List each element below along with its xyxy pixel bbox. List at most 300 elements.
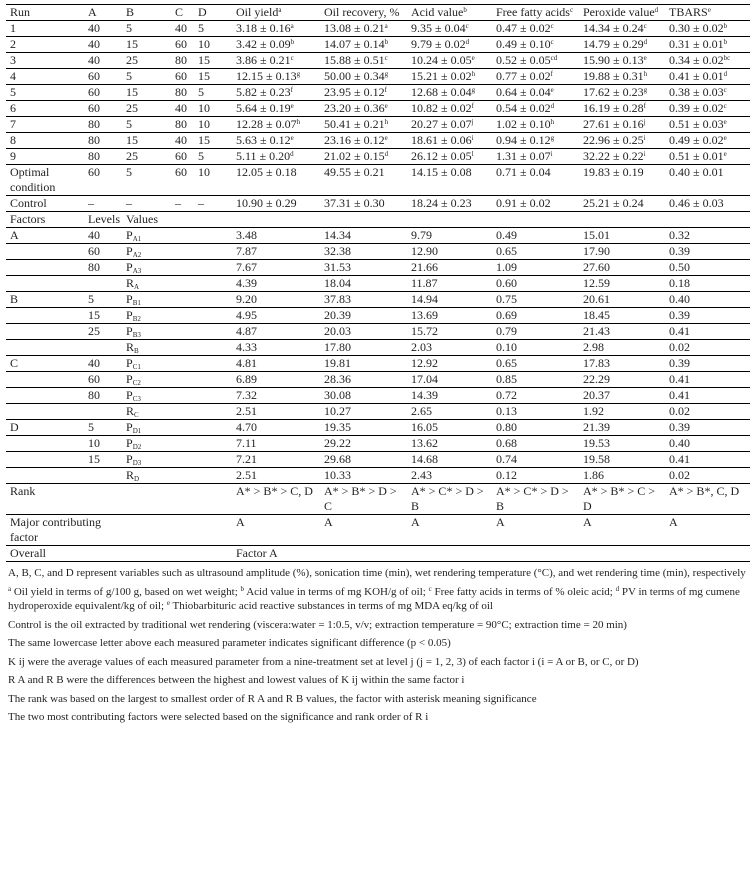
factor-row [6, 404, 750, 420]
empty-cell [122, 546, 171, 562]
factor-a-cell: 40 [84, 37, 122, 53]
footnote-rank: The rank was based on the largest to smallest order of R A and R B values, the factor with asterisk meaning significance [8, 692, 537, 705]
table-body [6, 5, 750, 562]
empty-cell [6, 340, 84, 356]
factor-oy-cell: 4.87 [232, 324, 320, 340]
optimal-or-cell: 49.55 ± 0.21 [320, 165, 407, 196]
factor-pv-cell: 17.83 [579, 356, 665, 372]
factor-a-cell: 60 [84, 85, 122, 101]
table-row [6, 21, 750, 37]
factor-oy-cell: 4.39 [232, 276, 320, 292]
rank-tb-cell: A* > B*, C, D [665, 484, 750, 515]
factor-oy-cell: 4.70 [232, 420, 320, 436]
factor-ffa-cell: 0.80 [492, 420, 579, 436]
major-factor-row [6, 515, 750, 546]
empty-cell [171, 260, 194, 276]
level-cell: 15 [84, 308, 122, 324]
factor-a-cell: 80 [84, 117, 122, 133]
factor-pv-cell: 19.58 [579, 452, 665, 468]
factor-oy-cell: 7.11 [232, 436, 320, 452]
col-tbars: TBARS$^e$ [665, 5, 750, 21]
control-b-cell: – [122, 196, 171, 212]
major-oy-cell: A [232, 515, 320, 546]
empty-cell [194, 356, 232, 372]
peroxide-cell: $27.61 \pm 0.16^j$ [579, 117, 665, 133]
ffa-cell: 0.47 ± 0.02$^c$ [496, 21, 554, 35]
ffa-cell: $1.31 \pm 0.07^i$ [492, 149, 579, 165]
factor-row [6, 468, 750, 484]
empty-cell [665, 212, 750, 228]
ffa-cell: 0.52 ± 0.05$^{cd}$ [492, 53, 579, 69]
factor-av-cell: 9.79 [407, 228, 492, 244]
value-symbol: $P_{D3}$ [122, 452, 171, 468]
empty-cell [194, 292, 232, 308]
factor-av-cell: 13.69 [407, 308, 492, 324]
major-ffa-cell: A [492, 515, 579, 546]
footnote-kij: K ij were the average values of each measured parameter from a nine-treatment set at level j (j = 1, 2, 3) of each factor i (i = A or B, or C, or D) [8, 655, 639, 668]
footnote-units: $^a$ Oil yield in terms of g/100 g, based on wet weight; $^b$ Acid value in terms of mg KOH/g of oil; $^c$ Free fatty acids in terms of % oleic acid; $^d$ PV in terms of mg cumene hydroperoxide equivalent/kg of oil; $^e$ Thiobarbituric acid reactive substances in terms of mg MDA eq/kg of oil [8, 584, 740, 612]
factor-ffa-cell: 1.09 [492, 260, 579, 276]
empty-cell [171, 356, 194, 372]
factor-pv-cell: 17.90 [579, 244, 665, 260]
empty-cell [171, 546, 194, 562]
factor-a-cell: 40 [84, 53, 122, 69]
run-cell: 3 [6, 53, 84, 69]
factor-or-cell: 20.03 [320, 324, 407, 340]
values-label: Values [122, 212, 171, 228]
factor-row [6, 308, 750, 324]
oil-yield-cell: 3.42 ± 0.09$^b$ [232, 37, 320, 53]
factor-b-cell: 5 [122, 117, 171, 133]
factor-oy-cell: 4.81 [232, 356, 320, 372]
factor-ffa-cell: 0.69 [492, 308, 579, 324]
factor-row [6, 324, 750, 340]
factor-c-cell: 40 [171, 133, 194, 149]
control-pv-cell: 25.21 ± 0.24 [579, 196, 665, 212]
level-cell: 80 [84, 260, 122, 276]
empty-cell [6, 324, 84, 340]
empty-cell [6, 452, 84, 468]
empty-cell [171, 388, 194, 404]
run-cell: 9 [6, 149, 84, 165]
empty-cell [194, 324, 232, 340]
oil-recovery-cell: 50.00 ± 0.34$^g$ [320, 69, 407, 85]
empty-cell [194, 212, 232, 228]
factor-row [6, 292, 750, 308]
empty-cell [171, 468, 194, 484]
optimal-pv-cell: 19.83 ± 0.19 [579, 165, 665, 196]
empty-cell [171, 484, 194, 515]
table-row [6, 69, 750, 85]
factor-b-cell: 5 [126, 21, 132, 35]
factor-tb-cell: 0.39 [665, 308, 750, 324]
empty-cell [194, 388, 232, 404]
control-or-cell: 37.31 ± 0.30 [320, 196, 407, 212]
value-symbol: $P_{B1}$ [122, 292, 171, 308]
factor-or-cell: 29.68 [320, 452, 407, 468]
factor-pv-cell: 21.43 [579, 324, 665, 340]
tbars-cell: 0.41 ± 0.01$^d$ [665, 69, 750, 85]
empty-cell [194, 484, 232, 515]
level-cell [84, 276, 122, 292]
factor-tb-cell: 0.02 [665, 404, 750, 420]
factor-or-cell: 30.08 [320, 388, 407, 404]
factor-tb-cell: 0.32 [665, 228, 750, 244]
factor-a-cell: 40 [88, 21, 100, 35]
control-label: Control [6, 196, 84, 212]
control-d-cell: – [194, 196, 232, 212]
header-row [6, 5, 750, 21]
empty-cell [171, 276, 194, 292]
level-cell: 40 [84, 356, 122, 372]
factor-pv-cell: 2.98 [579, 340, 665, 356]
empty-cell [171, 515, 194, 546]
acid-value-cell: 10.82 ± 0.02$^f$ [407, 101, 492, 117]
oil-yield-cell: 12.15 ± 0.13$^g$ [232, 69, 320, 85]
factor-row [6, 452, 750, 468]
run-cell: 6 [6, 101, 84, 117]
value-symbol: $P_{C2}$ [122, 372, 171, 388]
factor-c-cell: 80 [171, 85, 194, 101]
factor-name: B [6, 292, 84, 308]
value-symbol: $P_{B2}$ [122, 308, 171, 324]
empty-cell [194, 244, 232, 260]
factor-c-cell: 40 [175, 21, 187, 35]
ffa-cell: 0.94 ± 0.12$^g$ [492, 133, 579, 149]
factor-tb-cell: 0.02 [665, 340, 750, 356]
table-row [6, 85, 750, 101]
empty-cell [194, 340, 232, 356]
rank-av-cell: A* > C* > D > B [407, 484, 492, 515]
level-cell [84, 468, 122, 484]
peroxide-cell: $32.22 \pm 0.22^i$ [579, 149, 665, 165]
factor-or-cell: 10.33 [320, 468, 407, 484]
factor-oy-cell: 3.48 [232, 228, 320, 244]
factor-a-cell: 80 [84, 149, 122, 165]
factor-d-cell: 15 [194, 133, 232, 149]
factor-row [6, 356, 750, 372]
col-acid-value: Acid value$^b$ [407, 5, 492, 21]
value-symbol: $P_{B3}$ [122, 324, 171, 340]
factor-pv-cell: 21.39 [579, 420, 665, 436]
oil-yield-cell: 5.11 ± 0.20$^d$ [232, 149, 320, 165]
empty-cell [171, 404, 194, 420]
acid-value-cell: 12.68 ± 0.04$^g$ [407, 85, 492, 101]
factor-or-cell: 32.38 [320, 244, 407, 260]
empty-cell [6, 244, 84, 260]
empty-cell [6, 388, 84, 404]
factor-pv-cell: 27.60 [579, 260, 665, 276]
empty-cell [194, 372, 232, 388]
oil-recovery-cell: 23.95 ± 0.12$^f$ [320, 85, 407, 101]
factor-av-cell: 21.66 [407, 260, 492, 276]
empty-cell [122, 515, 171, 546]
factor-pv-cell: 19.53 [579, 436, 665, 452]
ffa-cell: 0.54 ± 0.02$^d$ [492, 101, 579, 117]
col-oil-yield: Oil yield$^a$ [232, 5, 320, 21]
factor-or-cell: 29.22 [320, 436, 407, 452]
empty-cell [171, 244, 194, 260]
results-table [6, 4, 750, 562]
control-c-cell: – [171, 196, 194, 212]
rank-label: Rank [6, 484, 84, 515]
major-av-cell: A [407, 515, 492, 546]
empty-cell [194, 308, 232, 324]
peroxide-cell: 16.19 ± 0.28$^f$ [579, 101, 665, 117]
factor-ffa-cell: 0.75 [492, 292, 579, 308]
peroxide-cell: 19.88 ± 0.31$^h$ [579, 69, 665, 85]
value-symbol: $P_{D1}$ [122, 420, 171, 436]
oil-recovery-cell: 50.41 ± 0.21$^h$ [320, 117, 407, 133]
factor-pv-cell: 20.61 [579, 292, 665, 308]
control-tb-cell: 0.46 ± 0.03 [665, 196, 750, 212]
factor-row [6, 340, 750, 356]
factor-d-cell: 10 [194, 101, 232, 117]
empty-cell [6, 436, 84, 452]
optimal-av-cell: 14.15 ± 0.08 [407, 165, 492, 196]
factor-ffa-cell: 0.12 [492, 468, 579, 484]
level-cell [84, 340, 122, 356]
tbars-cell: 0.39 ± 0.02$^c$ [665, 101, 750, 117]
empty-cell [194, 436, 232, 452]
empty-cell [6, 468, 84, 484]
oil-recovery-cell: 15.88 ± 0.51$^c$ [320, 53, 407, 69]
empty-cell [171, 420, 194, 436]
factor-tb-cell: 0.40 [665, 292, 750, 308]
value-symbol: $R_D$ [122, 468, 171, 484]
rank-or-cell: A* > B* > D > C [320, 484, 407, 515]
factor-row [6, 260, 750, 276]
value-symbol: $R_A$ [122, 276, 171, 292]
peroxide-cell: $22.96 \pm 0.25^i$ [579, 133, 665, 149]
level-cell: 10 [84, 436, 122, 452]
factor-av-cell: 12.90 [407, 244, 492, 260]
factor-oy-cell: 6.89 [232, 372, 320, 388]
factor-ffa-cell: 0.65 [492, 244, 579, 260]
value-symbol: $P_{D2}$ [122, 436, 171, 452]
factor-ffa-cell: 0.72 [492, 388, 579, 404]
col-c: C [171, 5, 194, 21]
factor-row [6, 372, 750, 388]
run-cell: 7 [6, 117, 84, 133]
empty-cell [6, 260, 84, 276]
oil-yield-cell: 3.86 ± 0.21$^c$ [232, 53, 320, 69]
level-cell: 60 [84, 372, 122, 388]
acid-value-cell: $20.27 \pm 0.07^j$ [407, 117, 492, 133]
factors-label: Factors [6, 212, 84, 228]
peroxide-cell: 14.34 ± 0.24$^c$ [583, 21, 647, 35]
factor-or-cell: 37.83 [320, 292, 407, 308]
control-oy-cell: 10.90 ± 0.29 [232, 196, 320, 212]
oil-yield-cell: 3.18 ± 0.16$^a$ [236, 21, 294, 35]
factor-or-cell: 20.39 [320, 308, 407, 324]
factor-b-cell: 15 [122, 85, 171, 101]
factor-or-cell: 19.81 [320, 356, 407, 372]
factor-ffa-cell: 0.13 [492, 404, 579, 420]
factor-oy-cell: 7.87 [232, 244, 320, 260]
factor-av-cell: 13.62 [407, 436, 492, 452]
factor-c-cell: 60 [171, 37, 194, 53]
levels-label: Levels [84, 212, 122, 228]
rank-row [6, 484, 750, 515]
factor-av-cell: 14.94 [407, 292, 492, 308]
oil-yield-cell: 5.64 ± 0.19$^e$ [232, 101, 320, 117]
run-cell: 8 [6, 133, 84, 149]
rank-oy-cell: A* > B* > C, D [232, 484, 320, 515]
table-row [6, 149, 750, 165]
factor-oy-cell: 7.32 [232, 388, 320, 404]
factor-c-cell: 60 [171, 149, 194, 165]
ffa-cell: 1.02 ± 0.10$^h$ [492, 117, 579, 133]
oil-recovery-cell: 13.08 ± 0.21$^a$ [324, 21, 388, 35]
factor-ffa-cell: 0.65 [492, 356, 579, 372]
factor-or-cell: 18.04 [320, 276, 407, 292]
major-tb-cell: A [665, 515, 750, 546]
factor-av-cell: 14.39 [407, 388, 492, 404]
empty-cell [194, 452, 232, 468]
level-cell: 60 [84, 244, 122, 260]
empty-cell [320, 212, 407, 228]
empty-cell [194, 276, 232, 292]
optimal-b-cell: 5 [122, 165, 171, 196]
factor-d-cell: 5 [194, 85, 232, 101]
peroxide-cell: 17.62 ± 0.23$^g$ [579, 85, 665, 101]
empty-cell [194, 420, 232, 436]
empty-cell [171, 228, 194, 244]
table-row [6, 53, 750, 69]
factor-row [6, 276, 750, 292]
factor-b-cell: 5 [122, 69, 171, 85]
table-row [6, 101, 750, 117]
empty-cell [171, 324, 194, 340]
optimal-ffa-cell: 0.71 ± 0.04 [492, 165, 579, 196]
factor-b-cell: 15 [122, 37, 171, 53]
factor-name: D [6, 420, 84, 436]
factor-oy-cell: 7.67 [232, 260, 320, 276]
factor-av-cell: 12.92 [407, 356, 492, 372]
rank-ffa-cell: A* > C* > D > B [492, 484, 579, 515]
value-symbol: $P_{A1}$ [122, 228, 171, 244]
tbars-cell: 0.51 ± 0.01$^e$ [665, 149, 750, 165]
empty-cell [194, 260, 232, 276]
factor-d-cell: 10 [194, 117, 232, 133]
col-free-fatty-acids: Free fatty acids$^c$ [492, 5, 579, 21]
empty-cell [579, 212, 665, 228]
tbars-cell: 0.30 ± 0.02$^b$ [669, 21, 728, 35]
factor-oy-cell: 2.51 [232, 404, 320, 420]
optimal-c-cell: 60 [171, 165, 194, 196]
factor-a-cell: 80 [84, 133, 122, 149]
factor-pv-cell: 12.59 [579, 276, 665, 292]
table-row [6, 37, 750, 53]
factor-pv-cell: 18.45 [579, 308, 665, 324]
peroxide-cell: 14.79 ± 0.29$^d$ [579, 37, 665, 53]
control-row [6, 196, 750, 212]
factor-d-cell: 15 [194, 53, 232, 69]
factor-pv-cell: 22.29 [579, 372, 665, 388]
major-label: Major contributing factor [6, 515, 122, 546]
factor-oy-cell: 7.21 [232, 452, 320, 468]
oil-recovery-cell: 21.02 ± 0.15$^d$ [320, 149, 407, 165]
tbars-cell: 0.31 ± 0.01$^b$ [665, 37, 750, 53]
factor-ffa-cell: 0.60 [492, 276, 579, 292]
factor-oy-cell: 4.33 [232, 340, 320, 356]
level-cell: 25 [84, 324, 122, 340]
factor-av-cell: 17.04 [407, 372, 492, 388]
factor-pv-cell: 15.01 [579, 228, 665, 244]
optimal-oy-cell: 12.05 ± 0.18 [232, 165, 320, 196]
peroxide-cell: 15.90 ± 0.13$^e$ [579, 53, 665, 69]
factor-tb-cell: 0.02 [665, 468, 750, 484]
empty-cell [6, 308, 84, 324]
empty-cell [84, 484, 122, 515]
col-a: A [84, 5, 122, 21]
empty-cell [194, 228, 232, 244]
factor-d-cell: 5 [194, 149, 232, 165]
optimal-tb-cell: 0.40 ± 0.01 [665, 165, 750, 196]
factor-b-cell: 15 [122, 133, 171, 149]
factor-av-cell: 16.05 [407, 420, 492, 436]
oil-yield-cell: 5.82 ± 0.23$^f$ [232, 85, 320, 101]
factor-av-cell: 11.87 [407, 276, 492, 292]
acid-value-cell: $26.12 \pm 0.05^l$ [407, 149, 492, 165]
factor-name: A [6, 228, 84, 244]
empty-cell [84, 546, 122, 562]
factor-pv-cell: 1.86 [579, 468, 665, 484]
overall-row [6, 546, 750, 562]
empty-cell [6, 276, 84, 292]
factor-or-cell: 17.80 [320, 340, 407, 356]
run-cell: 4 [6, 69, 84, 85]
factor-oy-cell: 4.95 [232, 308, 320, 324]
tbars-cell: 0.38 ± 0.03$^c$ [665, 85, 750, 101]
footnote-variables: A, B, C, and D represent variables such as ultrasound amplitude (%), sonication time (min), wet rendering temperature (°C), and wet rendering time (min), respectively [8, 567, 746, 579]
factors-header-row [6, 212, 750, 228]
factor-row [6, 228, 750, 244]
col-d: D [194, 5, 232, 21]
factor-tb-cell: 0.41 [665, 372, 750, 388]
control-a-cell: – [84, 196, 122, 212]
table-row [6, 117, 750, 133]
empty-cell [171, 372, 194, 388]
factor-pv-cell: 1.92 [579, 404, 665, 420]
level-cell: 40 [84, 228, 122, 244]
oil-recovery-cell: 14.07 ± 0.14$^b$ [320, 37, 407, 53]
empty-cell [171, 308, 194, 324]
factor-ffa-cell: 0.79 [492, 324, 579, 340]
factor-b-cell: 25 [122, 149, 171, 165]
run-cell: 1 [10, 21, 16, 35]
acid-value-cell: 9.35 ± 0.04$^c$ [411, 21, 469, 35]
control-av-cell: 18.24 ± 0.23 [407, 196, 492, 212]
ffa-cell: 0.77 ± 0.02$^f$ [492, 69, 579, 85]
empty-cell [194, 515, 232, 546]
col-run: Run [6, 5, 84, 21]
factor-row [6, 420, 750, 436]
level-cell: 80 [84, 388, 122, 404]
factor-or-cell: 28.36 [320, 372, 407, 388]
factor-pv-cell: 20.37 [579, 388, 665, 404]
factor-or-cell: 19.35 [320, 420, 407, 436]
overall-value: Factor A [232, 546, 750, 562]
factor-row [6, 436, 750, 452]
value-symbol: $P_{A3}$ [122, 260, 171, 276]
factor-tb-cell: 0.50 [665, 260, 750, 276]
empty-cell [171, 340, 194, 356]
factor-b-cell: 25 [122, 101, 171, 117]
control-ffa-cell: 0.91 ± 0.02 [492, 196, 579, 212]
factor-tb-cell: 0.41 [665, 452, 750, 468]
